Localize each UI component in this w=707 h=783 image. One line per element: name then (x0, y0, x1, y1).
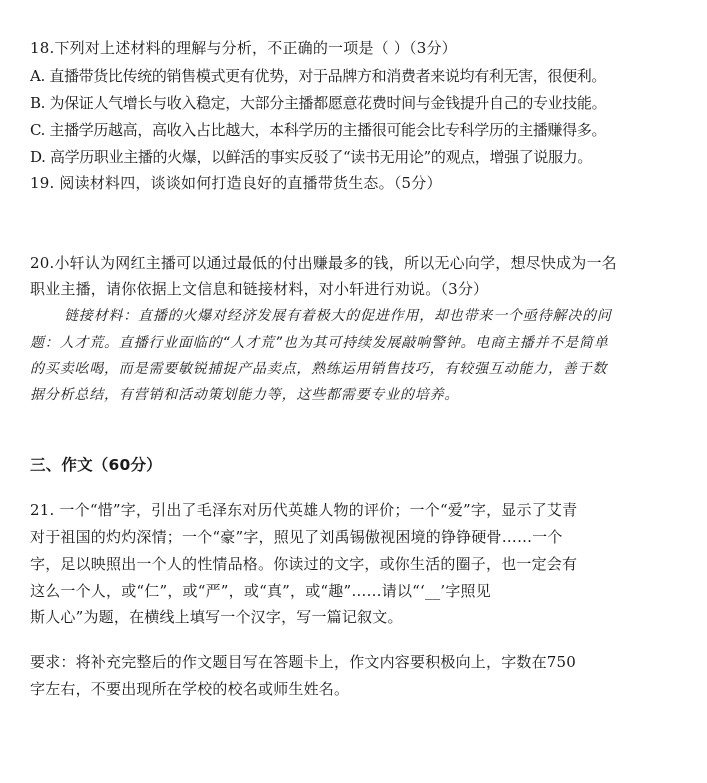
q21-line-2: 对于祖国的灼灼深情；一个“豪”字，照见了刘禹锡傲视困境的铮铮硬骨……一个 (30, 528, 563, 546)
q21-line-1: 21. 一个“惜”字，引出了毛泽东对历代英雄人物的评价；一个“爱”字，显示了艾青 (30, 501, 578, 519)
q21-line-5: 斯人心”为题，在横线上填写一个汉字，写一篇记叙文。 (30, 608, 403, 626)
q18-stem: 18.下列对上述材料的理解与分析，不正确的一项是（ ）（3分） (30, 39, 457, 57)
section-3-heading: 三、作文（60分） (30, 456, 162, 474)
link-material-line-2: 题：人才荒。直播行业面临的“人才荒”也为其可持续发展敲响警钟。电商主播并不是简单 (30, 335, 609, 351)
q20-line-1: 20.小轩认为网红主播可以通过最低的付出赚最多的钱，所以无心向学，想尽快成为一名 (30, 254, 617, 272)
link-material-line-3: 的买卖吆喝，而是需要敏锐捕捉产品卖点，熟练运用销售技巧，有较强互动能力，善于数 (30, 361, 608, 377)
q21-line-3: 字，足以映照出一个人的性情品格。你读过的文字，或你生活的圈子，也一定会有 (30, 555, 578, 573)
q18-option-c: C. 主播学历越高，高收入占比越大，本科学历的主播很可能会比专科学历的主播赚得多。 (30, 121, 607, 139)
link-material-line-4: 据分析总结，有营销和活动策划能力等，这些都需要专业的培养。 (30, 387, 460, 403)
q21-requirement-line-1: 要求：将补充完整后的作文题目写在答题卡上，作文内容要积极向上，字数在750 (30, 653, 577, 671)
q20-line-2: 职业主播，请你依据上文信息和链接材料，对小轩进行劝说。（3分） (30, 280, 489, 298)
q21-line-4: 这么一个人，或“仁”，或“严”，或“真”，或“趣”……请以“‘__’字照见 (30, 582, 491, 600)
q18-option-d: D. 高学历职业主播的火爆，以鲜活的事实反驳了“读书无用论”的观点，增强了说服力。 (30, 148, 593, 166)
q18-option-b: B. 为保证人气增长与收入稳定，大部分主播都愿意花费时间与金钱提升自己的专业技能。 (30, 94, 607, 112)
question-19: 19. 阅读材料四，谈谈如何打造良好的直播带货生态。（5分） (30, 174, 442, 192)
link-material-line-1: 链接材料：直播的火爆对经济发展有着极大的促进作用，却也带来一个亟待解决的问 (64, 308, 612, 324)
q18-option-a: A. 直播带货比传统的销售模式更有优势，对于品牌方和消费者来说均有利无害，很便利。 (30, 67, 607, 85)
q21-requirement-line-2: 字左右，不要出现所在学校的校名或师生姓名。 (30, 680, 350, 698)
